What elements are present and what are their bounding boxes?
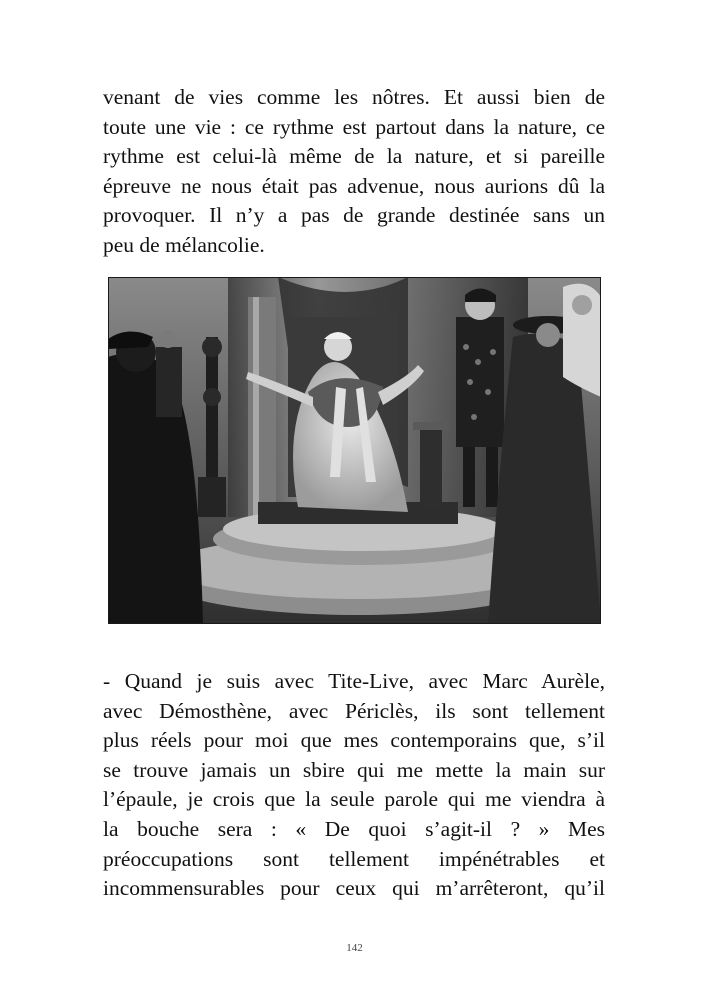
text-line: incommensurables pour ceux qui m’arrêteront, qu’il xyxy=(103,876,605,901)
text-line: rythme est celui-là même de la nature, et si pareille xyxy=(103,144,605,169)
text-line: préoccupations sont tellement impénétrables et xyxy=(103,846,605,871)
text-line: - Quand je suis avec Tite-Live, avec Marc Aurèle, xyxy=(103,669,605,693)
text-line: épreuve ne nous était pas advenue, nous aurions dû la xyxy=(103,173,605,198)
pillar-left xyxy=(248,297,276,517)
side-table xyxy=(420,427,442,507)
paragraph-bottom xyxy=(103,667,605,904)
text-line: peu de mélancolie. xyxy=(103,232,265,257)
text-line: l’épaule, je crois que la seule parole qui me viendra à xyxy=(103,787,605,812)
text-line: la bouche sera : « De quoi s’agit-il ? » Mes xyxy=(103,816,605,841)
text-line: venant de vies comme les nôtres. Et aussi bien de xyxy=(103,85,605,109)
text-line: avec Démosthène, avec Périclès, ils sont tellement xyxy=(103,698,605,723)
text-line: provoquer. Il n’y a pas de grande destinée sans un xyxy=(103,203,605,228)
historical-photograph xyxy=(108,277,601,624)
background-figure-left xyxy=(156,347,182,417)
text-line: plus réels pour moi que mes contemporains que, s’il xyxy=(103,728,605,753)
text-line: toute une vie : ce rythme est partout dans la nature, ce xyxy=(103,114,605,139)
standing-figure-right xyxy=(456,317,504,447)
paragraph-top xyxy=(103,83,605,261)
text-line: se trouve jamais un sbire qui me mette la main sur xyxy=(103,757,605,782)
page-number: 142 xyxy=(346,942,363,954)
